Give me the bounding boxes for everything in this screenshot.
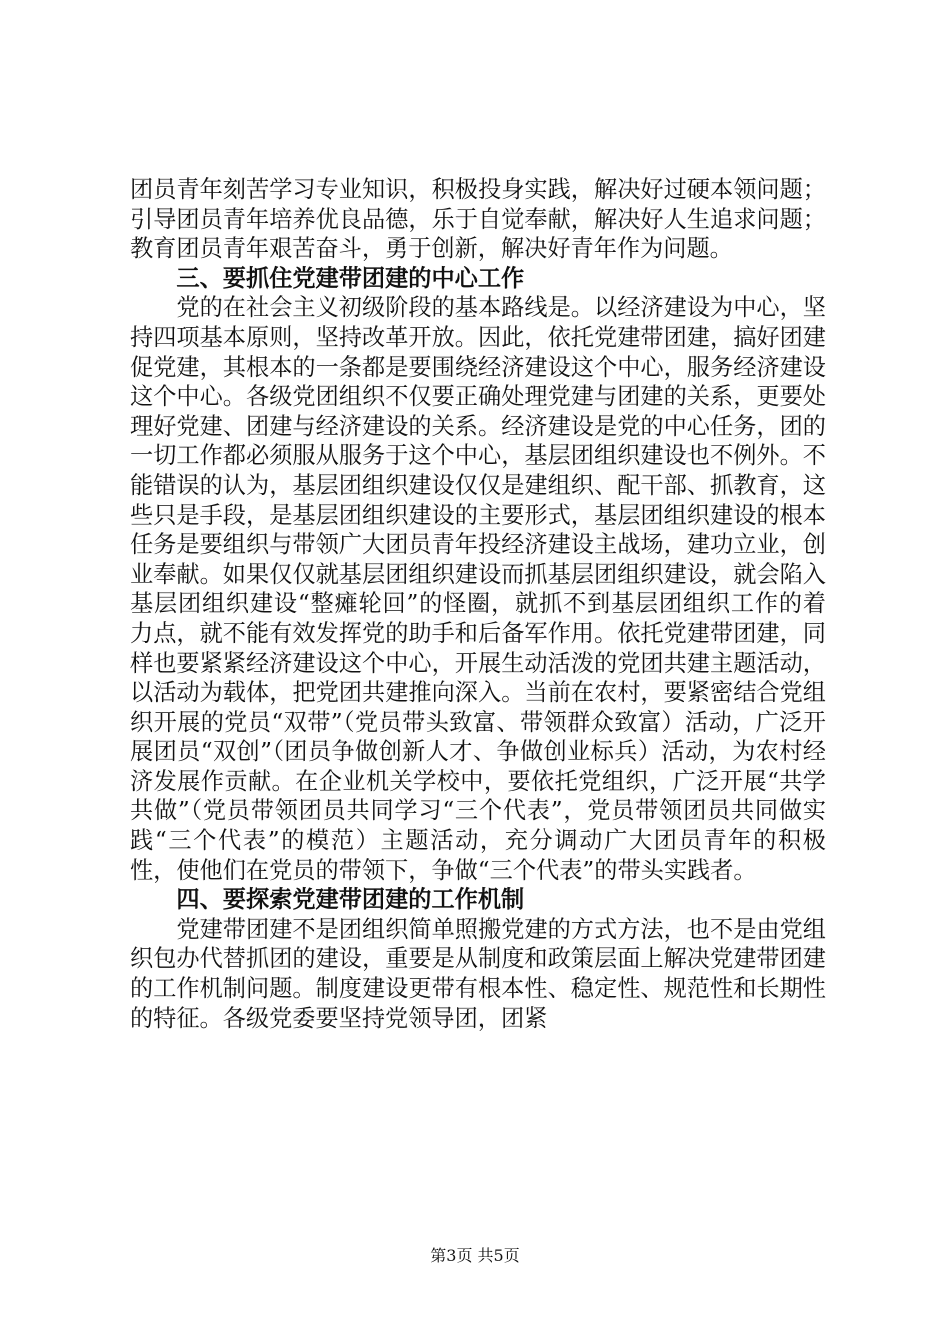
- section-heading-4: 四、要探索党建带团建的工作机制: [176, 886, 525, 914]
- document-body: [130, 175, 826, 1033]
- paragraph-2: 党的在社会主义初级阶段的基本路线是。以经济建设为中心，坚持四项基本原则，坚持改革开放。因此，依托党建带团建，搞好团建促党建，其根本的一条都是要围绕经济建设这个中心，服务经济建设这个中心。各级党团组织不仅要正确处理党建与团建的关系，更要处理好党建、团建与经济建设的关系。经济建设是党的中心任务，团的一切工作都必须服从服务于这个中心，基层团组织建设也不例外。不能错误的认为，基层团组织建设仅仅是建组织、配干部、抓教育，这些只是手段，是基层团组织建设的主要形式，基层团组织建设的根本任务是要组织与带领广大团员青年投经济建设主战场，建功立业，创业奉献。如果仅仅就基层团组织建设而抓基层团组织建设，就会陷入基层团组织建设“整瘫轮回”的怪圈，就抓不到基层团组织工作的着力点，就不能有效发挥党的助手和后备军作用。依托党建带团建，同样也要紧紧经济建设这个中心，开展生动活泼的党团共建主题活动，以活动为载体，把党团共建推向深入。当前在农村，要紧密结合党组织开展的党员“双带”（党员带头致富、带领群众致富）活动，广泛开展团员“双创”（团员争做创新人才、争做创业标兵）活动，为农村经济发展作贡献。在企业机关学校中，要依托党组织，广泛开展“共学共做”（党员带领团员共同学习“三个代表”，党员带领团员共同做实践“三个代表”的模范）主题活动，充分调动广大团员青年的积极性，使他们在党员的带领下，争做“三个代表”的带头实践者。: [130, 294, 826, 884]
- paragraph-1: 团员青年刻苦学习专业知识，积极投身实践，解决好过硬本领问题；引导团员青年培养优良品德，乐于自觉奉献，解决好人生追求问题；教育团员青年艰苦奋斗，勇于创新，解决好青年作为问题。: [130, 176, 826, 263]
- paragraph-3: 党建带团建不是团组织简单照搬党建的方式方法，也不是由党组织包办代替抓团的建设，重要是从制度和政策层面上解决党建带团建的工作机制问题。制度建设更带有根本性、稳定性、规范性和长期性的特征。各级党委要坚持党领导团，团紧: [130, 915, 826, 1032]
- page-footer: 第3页 共5页: [430, 1246, 520, 1265]
- section-heading-3: 三、要抓住党建带团建的中心工作: [176, 264, 525, 292]
